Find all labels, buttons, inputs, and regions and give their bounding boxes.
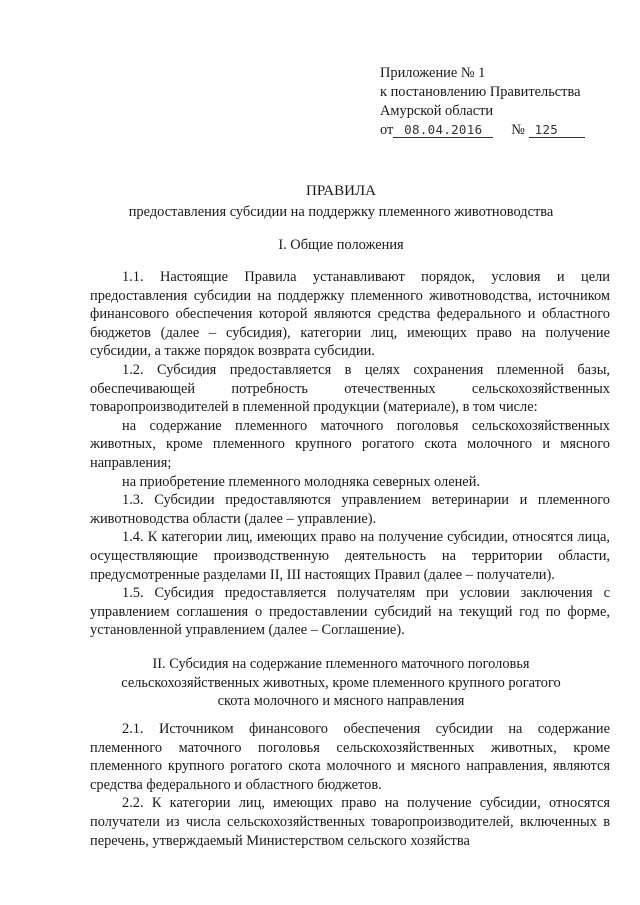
paragraph-1-4: 1.4. К категории лиц, имеющих право на получение субсидии, относятся лица, осуществляющие производственную деятельность на территории области, предусмотренные разделами II, III настоящих Правил (далее – получатели). <box>90 529 610 583</box>
number-stamp: 125 <box>529 123 585 138</box>
section-2-heading-line-2: сельскохозяйственных животных, кроме племенного крупного рогатого <box>121 674 561 691</box>
paragraph-1-2-item-1: на содержание племенного маточного поголовья сельскохозяйственных животных, кроме племенного крупного рогатого скота молочного и мясного направления; <box>90 417 610 471</box>
section-1-body <box>90 268 610 640</box>
paragraph-2-2: 2.2. К категории лиц, имеющих право на получение субсидии, относятся получатели из числа сельскохозяйственных товаропроизводителей, включенных в перечень, утверждаемый Министерством сельского хозяйства <box>90 795 610 849</box>
appendix-title: Приложение № 1 <box>380 65 486 81</box>
paragraph-1-1: 1.1. Настоящие Правила устанавливают порядок, условия и цели предоставления субсидии на поддержку племенного животноводства, источником финансового обеспечения которой являются средства федерального и областного бюджетов (далее – субсидия), категории лиц, имеющих право на получение субсидии, а также порядок возврата субсидии. <box>90 269 610 360</box>
document-subtitle: предоставления субсидии на поддержку племенного животноводства <box>128 203 554 220</box>
date-prefix: от <box>380 122 394 138</box>
paragraph-1-2-item-2: на приобретение племенного молодняка северных оленей. <box>122 473 480 490</box>
document-title: ПРАВИЛА <box>306 183 376 199</box>
paragraph-1-5: 1.5. Субсидия предоставляется получателям при условии заключения с управлением соглашения о предоставлении субсидий на текущий год по форме, установленной управлением (далее – Соглашение). <box>90 585 610 639</box>
appendix-block <box>380 64 620 140</box>
section-2-heading-line-3: скота молочного и мясного направления <box>217 693 465 710</box>
date-stamp: 08.04.2016 <box>393 123 493 138</box>
appendix-date-line <box>380 121 620 140</box>
number-prefix: № <box>511 122 526 138</box>
paragraph-2-1: 2.1. Источником финансового обеспечения субсидии на содержание племенного маточного поголовья сельскохозяйственных животных, кроме племенного крупного рогатого скота молочного и мясного направления, являются средства федерального и областного бюджетов. <box>90 721 610 793</box>
paragraph-1-3: 1.3. Субсидии предоставляются управлением ветеринарии и племенного животноводства области (далее – управление). <box>90 492 610 527</box>
paragraph-1-2: 1.2. Субсидия предоставляется в целях сохранения племенной базы, обеспечивающей потребность отечественных сельскохозяйственных товаропроизводителей в племенной продукции (материале), в том числе: <box>90 361 610 416</box>
appendix-region: Амурской области <box>380 103 494 119</box>
appendix-resolution: к постановлению Правительства <box>380 84 581 100</box>
section-2-heading-line-1: II. Субсидия на содержание племенного маточного поголовья <box>152 656 530 672</box>
section-2-body <box>90 720 610 850</box>
section-2-heading <box>86 655 596 711</box>
section-1-heading: I. Общие положения <box>278 237 404 253</box>
document-title-block <box>86 182 596 221</box>
